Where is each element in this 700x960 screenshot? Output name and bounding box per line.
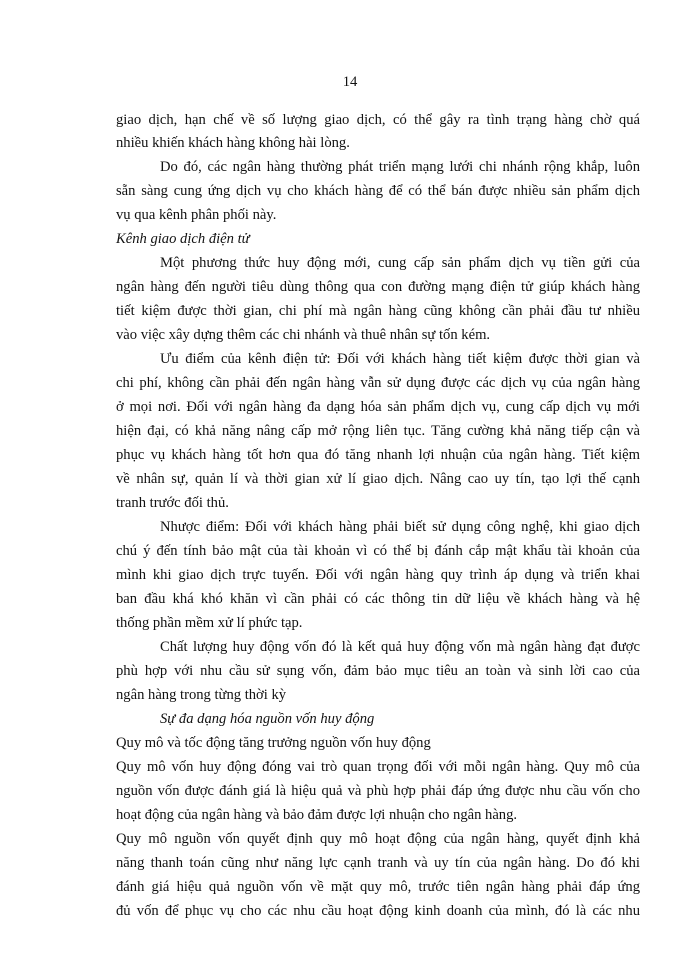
page-number: 14 [342,74,358,90]
text-line: chi phí, không cần phải đến ngân hàng vẫn sử dụng được các dịch vụ của ngân hàng [116,375,640,391]
subsection-heading: Quy mô và tốc động tăng trưởng nguồn vốn huy động [116,735,431,751]
text-line: ngân hàng trong từng thời kỳ [116,687,287,703]
text-line: năng thanh toán cũng như năng lực cạnh tranh và uy tín của ngân hàng. Do đó khi [116,855,640,871]
text-line: thống phần mềm xử lí phức tạp. [116,615,303,631]
section-heading: Sự đa dạng hóa nguồn vốn huy động [160,711,375,727]
text-line: sẵn sàng cung ứng dịch vụ cho khách hàng để có thể bán được nhiều sản phẩm dịch [116,183,640,199]
text-line: tiết kiệm được thời gian, chi phí mà ngân hàng cũng không cần phải đầu tư nhiều [116,303,640,319]
text-line: Nhược điểm: Đối với khách hàng phải biết sử dụng công nghệ, khi giao dịch [160,519,640,535]
text-line: phục vụ khách hàng tốt hơn qua đó tăng nhanh lợi nhuận của ngân hàng. Tiết kiệm [116,447,640,463]
text-line: hoạt động của ngân hàng và bảo đảm được lợi nhuận cho ngân hàng. [116,807,518,823]
text-line: nguồn vốn được đánh giá là hiệu quả và phù hợp phải đáp ứng được nhu cầu vốn cho [116,783,640,799]
text-line: Quy mô nguồn vốn quyết định quy mô hoạt động của ngân hàng, quyết định khả [116,831,640,847]
text-line: nhiều khiến khách hàng không hài lòng. [116,135,350,151]
text-line: hiện đại, có khả năng nâng cấp mở rộng liên tục. Tăng cường khả năng tiếp cận và [116,423,640,439]
text-line: đủ vốn để phục vụ cho các nhu cầu hoạt động kinh doanh của mình, đó là các nhu [116,903,640,919]
text-line: Do đó, các ngân hàng thường phát triển mạng lưới chi nhánh rộng khắp, luôn [160,159,640,175]
text-line: Chất lượng huy động vốn đó là kết quả huy động vốn mà ngân hàng đạt được [160,639,640,655]
text-line: tranh trước đối thủ. [116,495,229,511]
text-line: Một phương thức huy động mới, cung cấp sản phẩm dịch vụ tiền gửi của [160,255,640,271]
text-line: vào việc xây dựng thêm các chi nhánh và thuê nhân sự tốn kém. [116,327,491,343]
text-line: mình khi giao dịch trực tuyến. Đối với ngân hàng quy trình áp dụng và triển khai [116,567,640,583]
text-line: ban đầu khá khó khăn vì cần phải có các thông tin dữ liệu về khách hàng và hệ [116,591,640,607]
text-line: chú ý đến tính bảo mật của tài khoản vì có thể bị đánh cắp mật khẩu tài khoản của [116,543,640,559]
text-line: vụ qua kênh phân phối này. [116,207,277,223]
text-line: ngân hàng đến người tiêu dùng thông qua con đường mạng điện tử giúp khách hàng [116,279,640,295]
text-line: về nhân sự, quản lí và thời gian xử lí giao dịch. Nâng cao uy tín, tạo lợi thế cạnh [116,471,640,487]
text-line: Quy mô vốn huy động đóng vai trò quan trọng đối với mỗi ngân hàng. Quy mô của [116,759,640,775]
text-line: giao dịch, hạn chế về số lượng giao dịch, có thể gây ra tình trạng hàng chờ quá [116,112,640,128]
text-line: Ưu điểm của kênh điện tử: Đối với khách hàng tiết kiệm được thời gian và [160,351,640,367]
text-line: ở mọi nơi. Đối với ngân hàng đa dạng hóa sản phẩm dịch vụ, cung cấp dịch vụ mới [116,399,640,415]
section-heading: Kênh giao dịch điện tử [116,231,250,247]
text-line: phù hợp với nhu cầu sử sụng vốn, đảm bảo mục tiêu an toàn và sinh lời cao của [116,663,640,679]
text-line: đánh giá hiệu quả nguồn vốn về mặt quy mô, trước tiên ngân hàng phải đáp ứng [116,879,640,895]
